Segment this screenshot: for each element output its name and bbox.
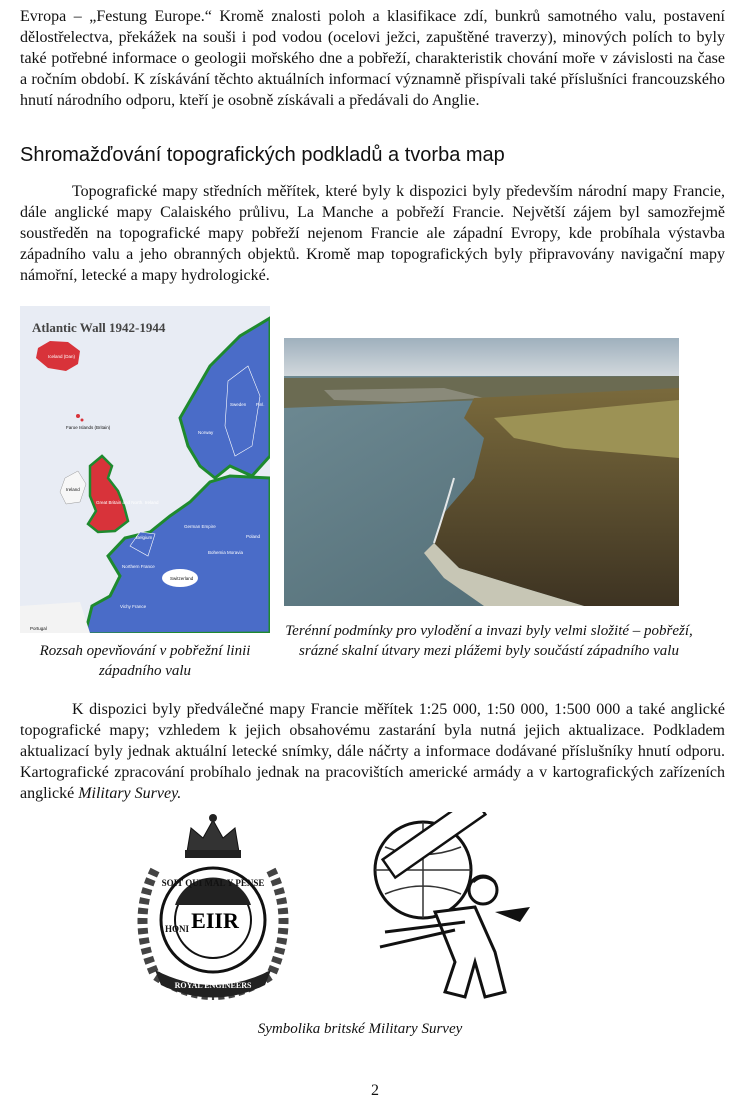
paragraph-intro: Evropa – „Festung Europe.“ Kromě znalosti poloh a klasifikace zdí, bunkrů samotného valu, postavení dělostřelectva, překážek na souši i pod vodou (ocelovi ježci, zapuštěné traverzy), minových polích to byly také potřebné informace o geologii mořského dne a pobřeží, charakteristik chování moře v závislosti na čase a ročním období. K získávání těchto aktuálních informací významně přispívali také příslušníci francouzského hnutí národního odporu, kteří je osobně získávali a předávali do Anglie.: [20, 8, 725, 109]
map-label-bohemia: Bohemia Moravia: [208, 550, 244, 555]
map-label-belgium: Belgium: [136, 535, 153, 540]
paragraph-prewar-maps: [20, 699, 725, 804]
map-label-switzerland: Switzerland: [170, 576, 194, 581]
coast-photo: [284, 338, 679, 606]
map-label-vichy: Vichy France: [120, 604, 147, 609]
atlantic-wall-map: [20, 306, 270, 633]
map-title: Atlantic Wall 1942-1944: [32, 320, 166, 335]
paragraph-maps: Topografické mapy středních měřítek, které byly k dispozici byly především národní mapy Francie, dále anglické mapy Calaiského průlivu, La Manche a pobřeží Francie. Největší zájem byl samozřejmě soustředěn na topografické mapy pobřeží nejenom Francie ale západní Evropy, kde probíhala výstavba západního valu a jeho obranných objektů. Kromě map topografických byly připravovány navigační mapy námořní, letecké a mapy hydrologické.: [20, 183, 725, 284]
map-label-poland: Poland: [246, 534, 261, 539]
re-badge-svg: [125, 810, 300, 1005]
map-label-sweden: Sweden: [230, 402, 247, 407]
map-label-german-reich: German Empire: [184, 524, 216, 529]
badge-ring-text: SOIT QUI MAL Y PENSE: [161, 878, 265, 888]
map-label-norway: Norway: [198, 430, 214, 435]
map-label-northern-france: Northern France: [122, 564, 155, 569]
photo-caption: Terénní podmínky pro vylodění a invazi byly velmi složité – pobřeží, srázné skalní útvary mezi plážemi byly součástí západního valu: [285, 623, 693, 659]
military-survey-italic: Military Survey.: [78, 785, 182, 802]
badge-honi-text: HONI: [164, 924, 190, 934]
badge-cipher: EIIR: [191, 908, 239, 933]
map-label-iceland: Iceland (Dan): [48, 354, 76, 359]
section-heading: Shromažďování topografických podkladů a tvorba map: [20, 144, 505, 166]
badge-scroll-text: ROYAL ENGINEERS: [174, 981, 252, 990]
page-number: 2: [371, 1082, 379, 1099]
paragraph-prewar-maps-text: K dispozici byly předválečné mapy Francie měřítek 1:25 000, 1:50 000, 1:500 000 a také anglické topografické mapy; vzhledem k jejich obsahovému zastarání byla nutná jejich aktualizace. Podkladem aktualizací byly jednak aktuální letecké snímky, dále náčrty a informace dodávané příslušníky hnutí odporu. Kartografické zpracování probíhalo jednak na pracovištích americké armády a v kartografických zařízeních anglické: [20, 701, 725, 802]
map-label-portugal: Portugal: [30, 626, 47, 631]
map-label-faroe: Faroe Islands (Britain): [66, 425, 111, 430]
map-label-britain: Great Britain and North. Ireland: [96, 500, 159, 505]
emblems-caption: Symbolika britské Military Survey: [257, 1021, 463, 1037]
map-label-finland: Finl.: [256, 402, 265, 407]
surveyor-svg: [355, 812, 545, 1007]
map-svg: [20, 306, 270, 633]
map-caption: Rozsah opevňování v pobřežní linii západního valu: [39, 643, 251, 679]
royal-engineers-badge: [125, 810, 300, 1005]
map-label-ireland: Ireland: [66, 487, 80, 492]
coast-photo-svg: [284, 338, 679, 606]
surveyor-emblem: [355, 812, 545, 1007]
